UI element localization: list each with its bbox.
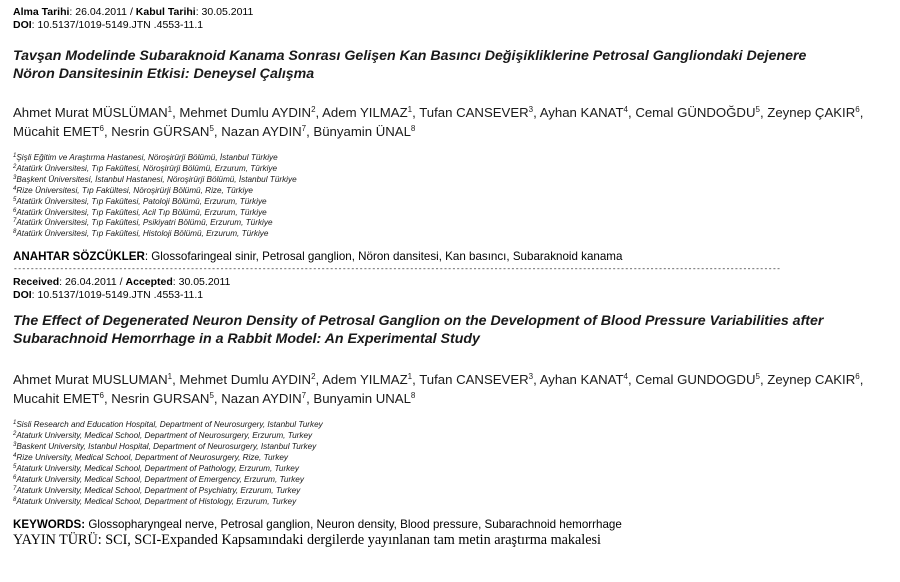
en-received-date: 26.04.2011 [64,276,117,289]
affiliation-text: Ataturk University, Medical School, Department of Histology, Erzurum, Turkey [16,496,297,506]
paper-page [13,6,893,549]
affiliation-number: 6 [13,207,17,214]
author-entry [111,391,214,406]
author-affiliation-mark: 5 [209,391,214,401]
author-affiliation-mark: 8 [410,391,416,401]
en-title-line-1: The Effect of Degenerated Neuron Density of Petrosal Ganglion on the Development of Blood Pressure Variabilities after [13,313,824,330]
affiliation-number: 8 [13,229,17,236]
en-keywords [13,518,893,532]
affiliation-number: 1 [13,420,17,427]
affiliation-item [13,497,893,508]
en-doi-value: 10.5137/1019-5149.JTN .4553-11.1 [37,289,204,302]
author-affiliation-mark: 6 [855,372,860,382]
author-affiliation-mark: 2 [311,372,316,382]
author-affiliation-mark: 4 [623,372,628,382]
author-entry [13,105,172,120]
author-affiliation-mark: 6 [99,391,104,401]
author-affiliation-mark: 7 [301,124,307,133]
affiliation-text: Ataturk University, Medical School, Department of Pathology, Erzurum, Turkey [16,463,299,473]
affiliation-item [13,464,893,475]
affiliation-item [13,186,893,197]
tr-affiliation-list [13,153,893,240]
affiliation-text: Ataturk University, Medical School, Department of Psychiatry, Erzurum, Turkey [16,485,301,495]
publication-type-note: YAYIN TÜRÜ: SCI, SCI-Expanded Kapsamındaki dergilerde yayınlanan tam metin araştırma makalesi [13,531,601,548]
author-entry [540,105,628,120]
author-entry [13,391,104,406]
author-name: Zeynep ÇAKIR [767,105,856,120]
affiliation-text: Atatürk Üniversitesi, Tıp Fakültesi, Psikiyatri Bölümü, Erzurum, Türkiye [16,218,273,228]
affiliation-number: 5 [13,196,17,203]
author-entry [111,124,214,139]
tr-doi-label: DOI [13,19,32,31]
affiliation-number: 4 [13,452,17,459]
author-name: Tufan CANSEVER [419,372,529,388]
author-entry [635,105,760,120]
author-name: Adem YILMAZ [322,372,408,388]
author-name: Nesrin GÜRSAN [111,124,210,139]
author-entry [221,391,306,406]
affiliation-number: 8 [13,496,17,503]
en-doi: DOI: 10.5137/1019-5149.JTN .4553-11.1 [13,289,204,302]
author-name: Bünyamin ÜNAL [313,124,411,139]
author-entry [767,105,859,120]
author-name: Cemal GUNDOGDU [635,372,756,388]
affiliation-number: 3 [13,442,17,449]
tr-accepted-label: Kabul Tarihi [135,6,196,18]
affiliation-item [13,442,893,453]
author-name: Nazan AYDIN [221,391,302,407]
author-affiliation-mark: 1 [407,372,413,382]
tr-doi-value: 10.5137/1019-5149.JTN .4553-11.1 [37,19,204,31]
author-entry [540,372,628,387]
en-accepted-date: 30.05.2011 [178,276,231,289]
tr-title [13,47,893,83]
tr-title-line-1: Tavşan Modelinde Subaraknoid Kanama Sonrası Gelişen Kan Basıncı Değişikliklerine Petrosal Gangliondaki Dejenere [13,48,807,64]
affiliation-item [13,453,893,464]
affiliation-number: 3 [13,174,17,181]
tr-doi: DOI: 10.5137/1019-5149.JTN .4553-11.1 [13,19,204,31]
author-affiliation-mark: 3 [528,105,534,114]
affiliation-item [13,175,893,186]
author-name: Ahmet Murat MÜSLÜMAN [13,105,168,120]
author-entry [221,124,306,139]
tr-received-label: Alma Tarihi [13,6,70,18]
author-affiliation-mark: 7 [301,391,307,401]
affiliation-text: Ataturk University, Medical School, Department of Neurosurgery, Erzurum, Turkey [16,431,313,441]
affiliation-number: 7 [13,485,17,492]
author-entry [13,124,104,139]
author-entry [635,372,760,387]
tr-keywords-label: ANAHTAR SÖZCÜKLER [13,250,145,264]
en-received-label: Received [13,276,60,289]
en-keywords-label: KEYWORDS: [13,517,86,531]
author-name: Nesrin GURSAN [111,391,210,407]
author-affiliation-mark: 6 [855,105,860,114]
affiliation-text: Sisli Research and Education Hospital, Department of Neurosurgery, Istanbul Turkey [16,420,323,430]
affiliation-text: Atatürk Üniversitesi, Tıp Fakültesi, Patoloji Bölümü, Erzurum, Türkiye [16,196,267,206]
affiliation-text: Rize Üniversitesi, Tıp Fakültesi, Nöroşirürji Bölümü, Rize, Türkiye [16,185,253,195]
tr-accepted-date: 30.05.2011 [201,6,254,18]
en-author-list: Ahmet Murat MUSLUMAN$^1$, Mehmet Dumlu AYDIN$^2$, Adem YILMAZ$^1$, Tufan CANSEVER$^3$, Ayhan KANAT$^4$, Cemal GUNDOGDU$^5$, Zeynep CAKIR$^6$, Mucahit EMET$^6$, Nesrin GURSAN$^5$, Nazan AYDIN$^7$, Bunyamin UNAL$^8$ [13,372,864,407]
author-entry [313,391,415,406]
en-title-line-2: Subarachnoid Hemorrhage in a Rabbit Model: An Experimental Study [13,331,480,348]
en-affiliation-list [13,420,893,507]
author-name: Ayhan KANAT [539,105,624,120]
affiliation-text: Şişli Eğitim ve Araştırma Hastanesi, Nöroşirürji Bölümü, İstanbul Türkiye [16,153,278,162]
tr-received-date: 26.04.2011 [75,6,128,18]
affiliation-text: Rize University, Medical School, Department of Neurosurgery, Rize, Turkey [16,452,288,462]
author-affiliation-mark: 4 [623,105,628,114]
affiliation-text: Başkent Üniversitesi, İstanbul Hastanesi, Nöroşirürji Bölümü, İstanbul Türkiye [16,174,297,184]
author-affiliation-mark: 1 [167,105,173,114]
author-name: Mehmet Dumlu AYDIN [179,372,312,388]
affiliation-item [13,218,893,229]
affiliation-item [13,164,893,175]
author-entry [767,372,859,387]
affiliation-item [13,153,893,164]
affiliation-text: Baskent University, Istanbul Hospital, Department of Neurosurgery, Istanbul Turkey [16,442,317,452]
affiliation-item [13,431,893,442]
author-name: Mucahit EMET [13,391,100,407]
author-affiliation-mark: 3 [528,372,534,382]
affiliation-number: 5 [13,463,17,470]
author-entry [179,105,315,120]
author-name: Cemal GÜNDOĞDU [635,105,756,120]
author-name: Ayhan KANAT [539,372,624,388]
author-name: Adem YILMAZ [322,105,408,120]
affiliation-item [13,475,893,486]
author-entry [419,105,533,120]
author-name: Mehmet Dumlu AYDIN [179,105,312,120]
tr-title-line-2: Nöron Dansitesinin Etkisi: Deneysel Çalışma [13,66,315,82]
affiliation-item [13,197,893,208]
tr-author-list: Ahmet Murat MÜSLÜMAN$^1$, Mehmet Dumlu AYDIN$^2$, Adem YILMAZ$^1$, Tufan CANSEVER$^3$, Ayhan KANAT$^4$, Cemal GÜNDOĞDU$^5$, Zeynep ÇAKIR$^6$, Mücahit EMET$^6$, Nesrin GÜRSAN$^5$, Nazan AYDIN$^7$, Bünyamin ÜNAL$^8$ [13,105,864,139]
en-dates: Received: 26.04.2011 / Accepted: 30.05.2011 [13,276,231,289]
en-accepted-label: Accepted [125,276,173,289]
author-name: Zeynep CAKIR [767,372,856,388]
author-affiliation-mark: 6 [99,124,104,133]
tr-keywords-text: Glossofaringeal sinir, Petrosal ganglion, Nöron dansitesi, Kan basıncı, Subaraknoid kanama [151,250,623,264]
affiliation-item [13,208,893,219]
author-affiliation-mark: 1 [407,105,413,114]
author-name: Ahmet Murat MUSLUMAN [13,372,168,388]
en-doi-label: DOI [13,289,32,302]
author-entry [419,372,533,387]
en-title [13,312,893,348]
affiliation-text: Atatürk Üniversitesi, Tıp Fakültesi, Nöroşirürji Bölümü, Erzurum, Türkiye [16,163,278,173]
author-affiliation-mark: 5 [209,124,214,133]
affiliation-number: 2 [13,431,17,438]
author-entry [322,372,412,387]
en-keywords-text: Glossopharyngeal nerve, Petrosal ganglion, Neuron density, Blood pressure, Subarachnoid hemorrhage [88,517,622,531]
affiliation-number: 6 [13,474,17,481]
author-affiliation-mark: 5 [755,372,760,382]
author-name: Tufan CANSEVER [419,105,529,120]
affiliation-number: 4 [13,185,17,192]
affiliation-text: Atatürk Üniversitesi, Tıp Fakültesi, Histoloji Bölümü, Erzurum, Türkiye [16,229,269,239]
author-affiliation-mark: 1 [167,372,173,382]
author-name: Nazan AYDIN [221,124,302,139]
author-name: Mücahit EMET [13,124,100,139]
affiliation-item [13,420,893,431]
tr-keywords: ANAHTAR SÖZCÜKLER: Glossofaringeal sinir, Petrosal ganglion, Nöron dansitesi, Kan basıncı, Subaraknoid kanama [13,250,623,264]
affiliation-number: 7 [13,218,17,225]
affiliation-item [13,229,893,240]
affiliation-number: 1 [13,153,17,159]
tr-dates: Alma Tarihi: 26.04.2011 / Kabul Tarihi: 30.05.2011 [13,6,254,18]
section-separator: -------------------------------------------------------------------------------------------------------------------------------------------------------------------------------------- [13,264,781,274]
author-entry [13,372,172,387]
affiliation-number: 2 [13,163,17,170]
author-entry [179,372,315,387]
affiliation-item [13,486,893,497]
author-entry [322,105,412,120]
author-entry [313,124,415,139]
affiliation-text: Ataturk University, Medical School, Department of Emergency, Erzurum, Turkey [16,474,304,484]
author-affiliation-mark: 5 [755,105,760,114]
affiliation-text: Atatürk Üniversitesi, Tıp Fakültesi, Acil Tıp Bölümü, Erzurum, Türkiye [16,207,267,217]
author-affiliation-mark: 2 [311,105,316,114]
author-name: Bunyamin UNAL [313,391,411,407]
author-affiliation-mark: 8 [410,124,416,133]
